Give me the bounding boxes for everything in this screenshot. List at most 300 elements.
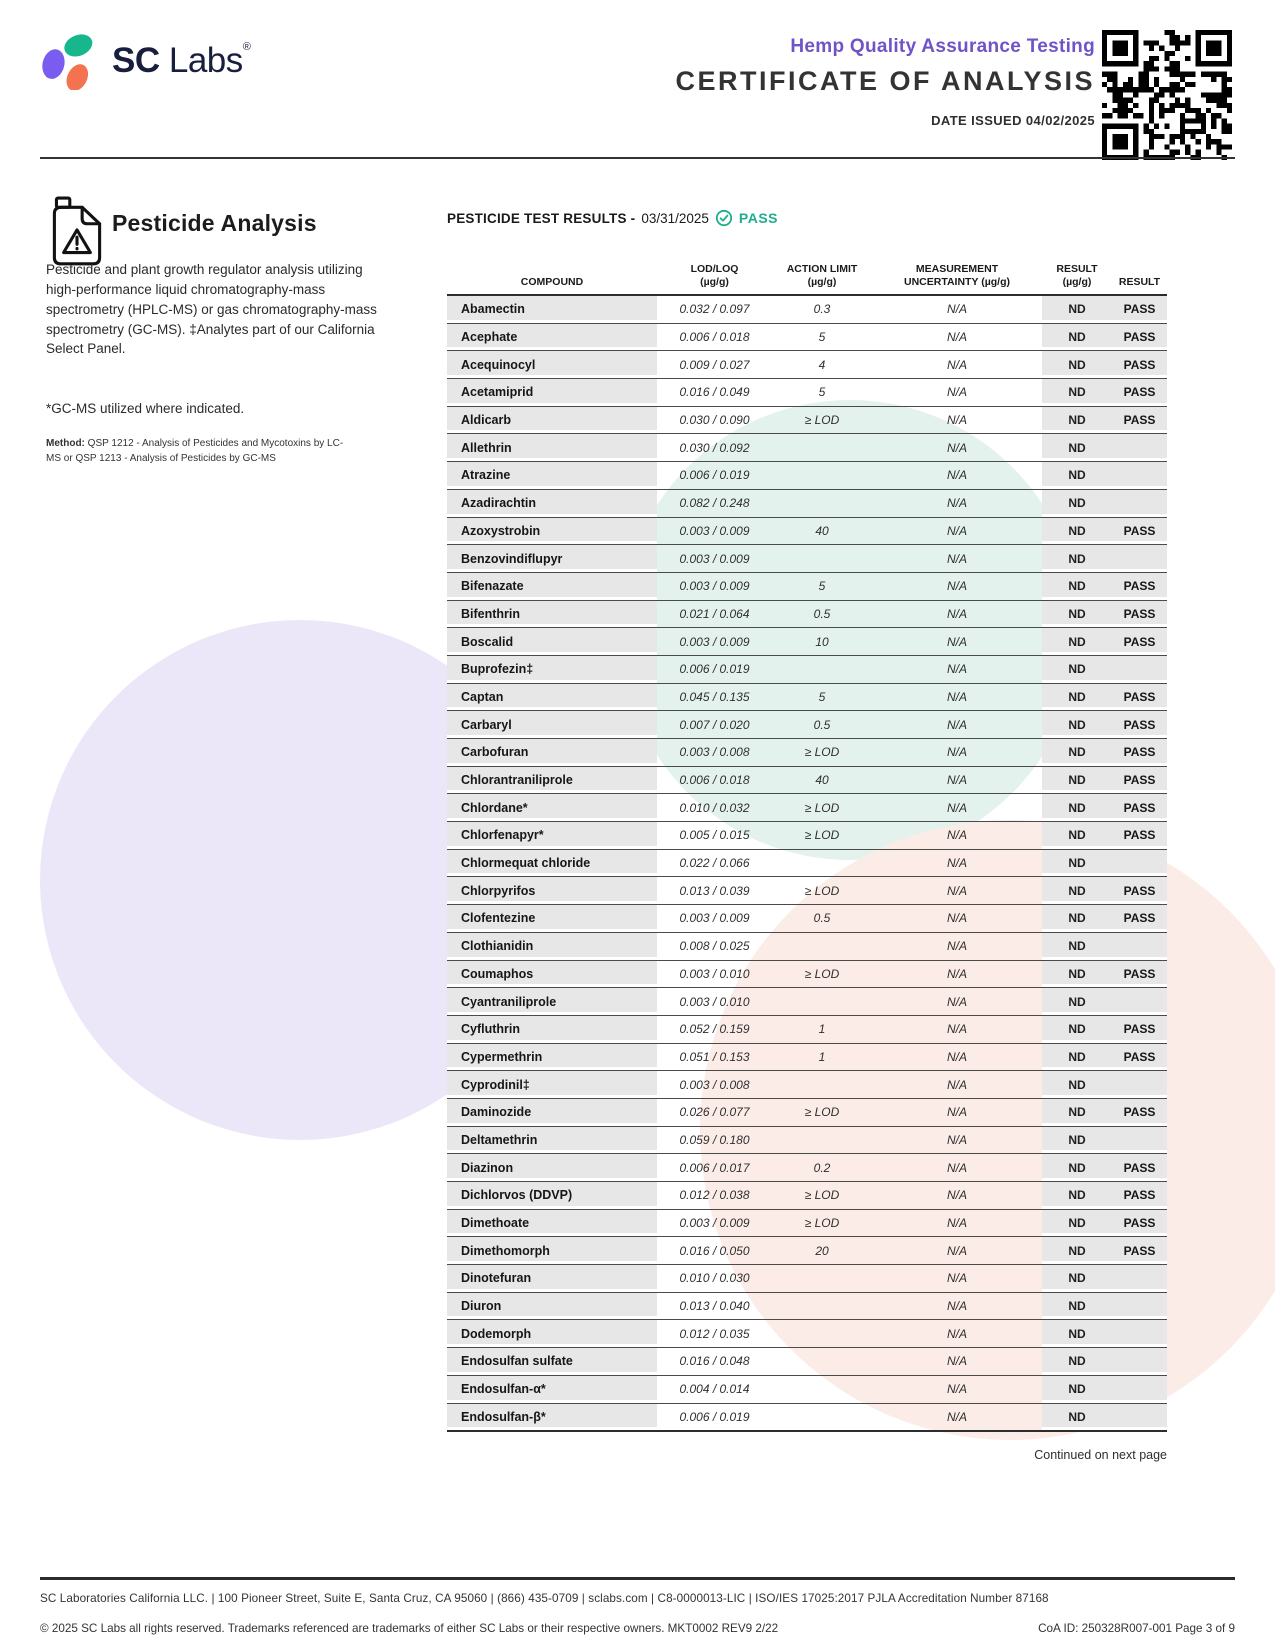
- result-status: [1112, 850, 1167, 877]
- uncertainty-value: N/A: [946, 551, 967, 566]
- result-value: ND: [1042, 1154, 1112, 1181]
- uncertainty-value: N/A: [946, 689, 967, 704]
- uncertainty-value: N/A: [946, 1354, 967, 1369]
- uncertainty-value: N/A: [946, 413, 967, 428]
- uncertainty-value: N/A: [946, 302, 967, 317]
- result-status: [1112, 988, 1167, 1015]
- date-issued: DATE ISSUED 04/02/2025: [931, 113, 1095, 128]
- method-note: [46, 437, 358, 466]
- result-status: [1112, 1265, 1167, 1292]
- result-value: ND: [1042, 877, 1112, 904]
- result-status: PASS: [1112, 905, 1167, 932]
- compound-name: Bifenthrin: [447, 601, 657, 628]
- result-value: ND: [1042, 518, 1112, 545]
- compound-name: Dichlorvos (DDVP): [447, 1182, 657, 1209]
- method-label: Method:: [46, 438, 85, 449]
- table-row: [447, 296, 1167, 324]
- action-limit-value: [772, 1348, 872, 1375]
- result-value: ND: [1042, 850, 1112, 877]
- result-status: PASS: [1112, 1210, 1167, 1237]
- table-row: [447, 518, 1167, 546]
- compound-name: Acetamiprid: [447, 379, 657, 406]
- compound-name: Deltamethrin: [447, 1127, 657, 1154]
- footer-line2: [40, 1622, 1235, 1635]
- compound-name: Diuron: [447, 1293, 657, 1320]
- compound-name: Carbaryl: [447, 711, 657, 738]
- compound-name: Benzovindiflupyr: [447, 545, 657, 572]
- compound-name: Azoxystrobin: [447, 518, 657, 545]
- result-value: ND: [1042, 628, 1112, 655]
- table-row: [447, 1099, 1167, 1127]
- compound-name: Chlorantraniliprole: [447, 767, 657, 794]
- action-limit-value: 10: [815, 634, 829, 649]
- result-status: [1112, 1293, 1167, 1320]
- result-value: ND: [1042, 1127, 1112, 1154]
- table-row: [447, 877, 1167, 905]
- compound-name: Chlormequat chloride: [447, 850, 657, 877]
- result-status: [1112, 1376, 1167, 1403]
- uncertainty-value: N/A: [946, 800, 967, 815]
- compound-name: Cypermethrin: [447, 1044, 657, 1071]
- action-limit-value: [772, 1376, 872, 1403]
- result-status: PASS: [1112, 822, 1167, 849]
- lod-loq-value: 0.005 / 0.015: [679, 828, 750, 843]
- uncertainty-value: N/A: [946, 1160, 967, 1175]
- result-value: ND: [1042, 1376, 1112, 1403]
- result-status: PASS: [1112, 628, 1167, 655]
- lod-loq-value: 0.006 / 0.019: [679, 1409, 750, 1424]
- action-limit-value: ≥ LOD: [804, 1216, 840, 1231]
- result-value: ND: [1042, 545, 1112, 572]
- uncertainty-value: N/A: [946, 828, 967, 843]
- result-value: ND: [1042, 656, 1112, 683]
- table-row: [447, 1265, 1167, 1293]
- action-limit-value: 40: [815, 523, 829, 538]
- result-value: ND: [1042, 1320, 1112, 1347]
- col-header-lodloq: LOD/LOQ (µg/g): [690, 262, 739, 289]
- table-row: [447, 905, 1167, 933]
- action-limit-value: 5: [818, 579, 826, 594]
- compound-name: Dimethoate: [447, 1210, 657, 1237]
- result-value: ND: [1042, 1099, 1112, 1126]
- result-status: [1112, 1127, 1167, 1154]
- uncertainty-value: N/A: [946, 745, 967, 760]
- uncertainty-value: N/A: [946, 966, 967, 981]
- action-limit-value: 1: [818, 1049, 826, 1064]
- result-status: [1112, 1071, 1167, 1098]
- uncertainty-value: N/A: [946, 773, 967, 788]
- result-value: ND: [1042, 1265, 1112, 1292]
- table-row: [447, 822, 1167, 850]
- result-status: PASS: [1112, 767, 1167, 794]
- action-limit-value: [772, 1404, 872, 1431]
- result-value: ND: [1042, 961, 1112, 988]
- result-status: PASS: [1112, 877, 1167, 904]
- lod-loq-value: 0.003 / 0.009: [679, 523, 750, 538]
- table-row: [447, 794, 1167, 822]
- action-limit-value: 5: [818, 330, 826, 345]
- uncertainty-value: N/A: [946, 634, 967, 649]
- lod-loq-value: 0.052 / 0.159: [679, 1022, 750, 1037]
- table-row: [447, 684, 1167, 712]
- result-value: ND: [1042, 462, 1112, 489]
- uncertainty-value: N/A: [946, 994, 967, 1009]
- table-row: [447, 490, 1167, 518]
- result-value: ND: [1042, 794, 1112, 821]
- result-value: ND: [1042, 1071, 1112, 1098]
- lod-loq-value: 0.016 / 0.050: [679, 1243, 750, 1258]
- action-limit-value: ≥ LOD: [804, 413, 840, 428]
- uncertainty-value: N/A: [946, 939, 967, 954]
- table-row: [447, 933, 1167, 961]
- uncertainty-value: N/A: [946, 523, 967, 538]
- compound-name: Aldicarb: [447, 407, 657, 434]
- uncertainty-value: N/A: [946, 1326, 967, 1341]
- result-status: [1112, 1404, 1167, 1431]
- action-limit-value: ≥ LOD: [804, 745, 840, 760]
- result-value: ND: [1042, 933, 1112, 960]
- uncertainty-value: N/A: [946, 1271, 967, 1286]
- action-limit-value: [772, 988, 872, 1015]
- lod-loq-value: 0.051 / 0.153: [679, 1049, 750, 1064]
- action-limit-value: [772, 490, 872, 517]
- result-status: [1112, 490, 1167, 517]
- lod-loq-value: 0.003 / 0.009: [679, 634, 750, 649]
- action-limit-value: 0.5: [813, 911, 831, 926]
- table-row: [447, 961, 1167, 989]
- lod-loq-value: 0.082 / 0.248: [679, 496, 750, 511]
- lod-loq-value: 0.030 / 0.090: [679, 413, 750, 428]
- action-limit-value: 0.3: [813, 302, 831, 317]
- lod-loq-value: 0.045 / 0.135: [679, 689, 750, 704]
- lod-loq-value: 0.007 / 0.020: [679, 717, 750, 732]
- lod-loq-value: 0.012 / 0.035: [679, 1326, 750, 1341]
- lod-loq-value: 0.004 / 0.014: [679, 1382, 750, 1397]
- result-status: [1112, 545, 1167, 572]
- result-status: PASS: [1112, 1044, 1167, 1071]
- table-row: [447, 601, 1167, 629]
- lod-loq-value: 0.022 / 0.066: [679, 856, 750, 871]
- table-row: [447, 1376, 1167, 1404]
- col-header-result-value: RESULT (µg/g): [1056, 262, 1098, 289]
- sclabs-logo: [40, 32, 250, 90]
- result-status: PASS: [1112, 601, 1167, 628]
- lod-loq-value: 0.013 / 0.039: [679, 883, 750, 898]
- table-body: [447, 296, 1167, 1432]
- header-title-block: [640, 36, 1095, 128]
- action-limit-value: [772, 656, 872, 683]
- result-status: [1112, 1320, 1167, 1347]
- compound-name: Bifenazate: [447, 573, 657, 600]
- sclabs-logo-text: SC Labs®: [112, 41, 251, 80]
- compound-name: Clofentezine: [447, 905, 657, 932]
- uncertainty-value: N/A: [946, 717, 967, 732]
- uncertainty-value: N/A: [946, 1382, 967, 1397]
- uncertainty-value: N/A: [946, 1299, 967, 1314]
- result-value: ND: [1042, 601, 1112, 628]
- action-limit-value: [772, 1071, 872, 1098]
- lod-loq-value: 0.016 / 0.049: [679, 385, 750, 400]
- compound-name: Cyfluthrin: [447, 1016, 657, 1043]
- result-status: PASS: [1112, 1154, 1167, 1181]
- result-status: PASS: [1112, 1237, 1167, 1264]
- pesticide-results-table: [447, 248, 1167, 1432]
- compound-name: Captan: [447, 684, 657, 711]
- action-limit-value: ≥ LOD: [804, 1188, 840, 1203]
- compound-name: Clothianidin: [447, 933, 657, 960]
- table-row: [447, 1348, 1167, 1376]
- table-row: [447, 1154, 1167, 1182]
- col-header-action-limit: ACTION LIMIT (µg/g): [786, 262, 858, 289]
- result-status: [1112, 434, 1167, 461]
- compound-name: Allethrin: [447, 434, 657, 461]
- action-limit-value: [772, 933, 872, 960]
- action-limit-value: ≥ LOD: [804, 1105, 840, 1120]
- lod-loq-value: 0.003 / 0.010: [679, 994, 750, 1009]
- compound-name: Daminozide: [447, 1099, 657, 1126]
- result-status: [1112, 933, 1167, 960]
- table-row: [447, 1237, 1167, 1265]
- result-status: PASS: [1112, 961, 1167, 988]
- pesticide-jug-icon: [48, 196, 106, 270]
- action-limit-value: [772, 1265, 872, 1292]
- lod-loq-value: 0.016 / 0.048: [679, 1354, 750, 1369]
- lod-loq-value: 0.006 / 0.019: [679, 662, 750, 677]
- uncertainty-value: N/A: [946, 468, 967, 483]
- action-limit-value: 0.5: [813, 717, 831, 732]
- uncertainty-value: N/A: [946, 330, 967, 345]
- header-divider: [40, 157, 1235, 159]
- result-value: ND: [1042, 351, 1112, 378]
- table-row: [447, 1071, 1167, 1099]
- uncertainty-value: N/A: [946, 496, 967, 511]
- result-value: ND: [1042, 822, 1112, 849]
- compound-name: Coumaphos: [447, 961, 657, 988]
- result-value: ND: [1042, 684, 1112, 711]
- table-row: [447, 434, 1167, 462]
- table-row: [447, 1044, 1167, 1072]
- uncertainty-value: N/A: [946, 911, 967, 926]
- table-row: [447, 407, 1167, 435]
- compound-name: Diazinon: [447, 1154, 657, 1181]
- action-limit-value: 0.5: [813, 606, 831, 621]
- lod-loq-value: 0.008 / 0.025: [679, 939, 750, 954]
- footer-line1: SC Laboratories California LLC. | 100 Pioneer Street, Suite E, Santa Cruz, CA 95060 | (866) 435-0709 | sclabs.com | C8-0000013-LIC | ISO/IES 17025:2017 PJLA Accreditation Number 87168: [40, 1592, 1049, 1605]
- table-row: [447, 767, 1167, 795]
- table-row: [447, 1127, 1167, 1155]
- result-status: PASS: [1112, 407, 1167, 434]
- result-value: ND: [1042, 1404, 1112, 1431]
- uncertainty-value: N/A: [946, 1022, 967, 1037]
- compound-name: Chlorfenapyr*: [447, 822, 657, 849]
- footer-copyright: © 2025 SC Labs all rights reserved. Trademarks referenced are trademarks of either SC Labs or their respective owners. MKT0002 REV9 2/22: [40, 1622, 779, 1635]
- col-header-compound: COMPOUND: [520, 276, 584, 289]
- uncertainty-value: N/A: [946, 357, 967, 372]
- compound-name: Dinotefuran: [447, 1265, 657, 1292]
- table-row: [447, 324, 1167, 352]
- result-status: PASS: [1112, 351, 1167, 378]
- compound-name: Cyprodinil‡: [447, 1071, 657, 1098]
- compound-name: Chlordane*: [447, 794, 657, 821]
- uncertainty-value: N/A: [946, 1077, 967, 1092]
- table-row: [447, 739, 1167, 767]
- action-limit-value: ≥ LOD: [804, 883, 840, 898]
- compound-name: Carbofuran: [447, 739, 657, 766]
- lod-loq-value: 0.003 / 0.008: [679, 1077, 750, 1092]
- uncertainty-value: N/A: [946, 1409, 967, 1424]
- lod-loq-value: 0.003 / 0.010: [679, 966, 750, 981]
- table-row: [447, 545, 1167, 573]
- action-limit-value: 5: [818, 385, 826, 400]
- action-limit-value: ≥ LOD: [804, 800, 840, 815]
- uncertainty-value: N/A: [946, 440, 967, 455]
- table-row: [447, 1210, 1167, 1238]
- section-note: *GC-MS utilized where indicated.: [46, 401, 245, 416]
- table-row: [447, 1404, 1167, 1432]
- results-heading-label: PESTICIDE TEST RESULTS -: [447, 210, 636, 226]
- action-limit-value: [772, 462, 872, 489]
- result-status: PASS: [1112, 324, 1167, 351]
- action-limit-value: [772, 434, 872, 461]
- result-value: ND: [1042, 379, 1112, 406]
- program-title: Hemp Quality Assurance Testing: [790, 36, 1095, 57]
- action-limit-value: 4: [818, 357, 826, 372]
- result-value: ND: [1042, 1044, 1112, 1071]
- result-value: ND: [1042, 434, 1112, 461]
- compound-name: Dodemorph: [447, 1320, 657, 1347]
- table-row: [447, 1320, 1167, 1348]
- result-status: PASS: [1112, 711, 1167, 738]
- result-status: [1112, 462, 1167, 489]
- lod-loq-value: 0.021 / 0.064: [679, 606, 750, 621]
- compound-name: Abamectin: [447, 296, 657, 323]
- table-row: [447, 462, 1167, 490]
- lod-loq-value: 0.009 / 0.027: [679, 357, 750, 372]
- table-row: [447, 1016, 1167, 1044]
- qr-code: [1102, 30, 1232, 160]
- table-row: [447, 988, 1167, 1016]
- uncertainty-value: N/A: [946, 856, 967, 871]
- certificate-title: CERTIFICATE OF ANALYSIS: [675, 66, 1095, 96]
- uncertainty-value: N/A: [946, 579, 967, 594]
- table-row: [447, 628, 1167, 656]
- result-status: PASS: [1112, 1016, 1167, 1043]
- result-status: PASS: [1112, 794, 1167, 821]
- lod-loq-value: 0.006 / 0.018: [679, 773, 750, 788]
- result-status: PASS: [1112, 1099, 1167, 1126]
- result-value: ND: [1042, 711, 1112, 738]
- action-limit-value: 0.2: [813, 1160, 831, 1175]
- footer-coa-id-page: CoA ID: 250328R007-001 Page 3 of 9: [1038, 1622, 1235, 1635]
- result-value: ND: [1042, 1210, 1112, 1237]
- lod-loq-value: 0.012 / 0.038: [679, 1188, 750, 1203]
- table-row: [447, 1293, 1167, 1321]
- compound-name: Endosulfan-β*: [447, 1404, 657, 1431]
- action-limit-value: [772, 1320, 872, 1347]
- result-value: ND: [1042, 1237, 1112, 1264]
- circle-check-icon: [715, 209, 733, 227]
- method-text: QSP 1212 - Analysis of Pesticides and Mycotoxins by LC-MS or QSP 1213 - Analysis of Pesticides by GC-MS: [46, 438, 344, 464]
- compound-name: Acequinocyl: [447, 351, 657, 378]
- results-heading-date: 03/31/2025: [641, 210, 709, 226]
- table-row: [447, 379, 1167, 407]
- lod-loq-value: 0.026 / 0.077: [679, 1105, 750, 1120]
- compound-name: Endosulfan sulfate: [447, 1348, 657, 1375]
- result-status: PASS: [1112, 379, 1167, 406]
- compound-name: Azadirachtin: [447, 490, 657, 517]
- compound-name: Endosulfan-α*: [447, 1376, 657, 1403]
- lod-loq-value: 0.006 / 0.017: [679, 1160, 750, 1175]
- action-limit-value: ≥ LOD: [804, 966, 840, 981]
- section-title: Pesticide Analysis: [112, 210, 317, 236]
- table-row: [447, 711, 1167, 739]
- continued-note: Continued on next page: [1034, 1448, 1167, 1462]
- table-row: [447, 1182, 1167, 1210]
- action-limit-value: 20: [815, 1243, 829, 1258]
- result-status: [1112, 1348, 1167, 1375]
- result-status: PASS: [1112, 739, 1167, 766]
- compound-name: Dimethomorph: [447, 1237, 657, 1264]
- result-value: ND: [1042, 1348, 1112, 1375]
- lod-loq-value: 0.003 / 0.008: [679, 745, 750, 760]
- result-status: [1112, 656, 1167, 683]
- section-description: Pesticide and plant growth regulator analysis utilizing high-performance liquid chromatography-mass spectrometry (HPLC-MS) or gas chromatography-mass spectrometry (GC-MS). ‡Analytes part of our California Select Panel.: [46, 262, 377, 357]
- action-limit-value: [772, 545, 872, 572]
- footer-divider: [40, 1577, 1235, 1580]
- table-header-row: [447, 248, 1167, 296]
- result-value: ND: [1042, 767, 1112, 794]
- results-pass-badge: PASS: [738, 210, 778, 226]
- lod-loq-value: 0.030 / 0.092: [679, 440, 750, 455]
- uncertainty-value: N/A: [946, 1049, 967, 1064]
- uncertainty-value: N/A: [946, 385, 967, 400]
- action-limit-value: [772, 850, 872, 877]
- result-status: PASS: [1112, 296, 1167, 323]
- uncertainty-value: N/A: [946, 606, 967, 621]
- action-limit-value: [772, 1127, 872, 1154]
- compound-name: Boscalid: [447, 628, 657, 655]
- action-limit-value: 1: [818, 1022, 826, 1037]
- result-status: PASS: [1112, 684, 1167, 711]
- uncertainty-value: N/A: [946, 1216, 967, 1231]
- compound-name: Atrazine: [447, 462, 657, 489]
- uncertainty-value: N/A: [946, 883, 967, 898]
- action-limit-value: ≥ LOD: [804, 828, 840, 843]
- uncertainty-value: N/A: [946, 1188, 967, 1203]
- lod-loq-value: 0.003 / 0.009: [679, 551, 750, 566]
- sclabs-logo-petals-icon: [40, 32, 98, 90]
- result-status: PASS: [1112, 1182, 1167, 1209]
- result-value: ND: [1042, 1182, 1112, 1209]
- compound-name: Chlorpyrifos: [447, 877, 657, 904]
- col-header-result-status: RESULT: [1118, 276, 1161, 289]
- lod-loq-value: 0.010 / 0.032: [679, 800, 750, 815]
- action-limit-value: [772, 1293, 872, 1320]
- lod-loq-value: 0.010 / 0.030: [679, 1271, 750, 1286]
- results-heading: [447, 209, 778, 227]
- table-row: [447, 573, 1167, 601]
- result-value: ND: [1042, 905, 1112, 932]
- result-value: ND: [1042, 573, 1112, 600]
- table-row: [447, 656, 1167, 684]
- action-limit-value: 5: [818, 689, 826, 704]
- uncertainty-value: N/A: [946, 1243, 967, 1258]
- result-value: ND: [1042, 296, 1112, 323]
- lod-loq-value: 0.006 / 0.018: [679, 330, 750, 345]
- compound-name: Buprofezin‡: [447, 656, 657, 683]
- result-value: ND: [1042, 1016, 1112, 1043]
- result-value: ND: [1042, 324, 1112, 351]
